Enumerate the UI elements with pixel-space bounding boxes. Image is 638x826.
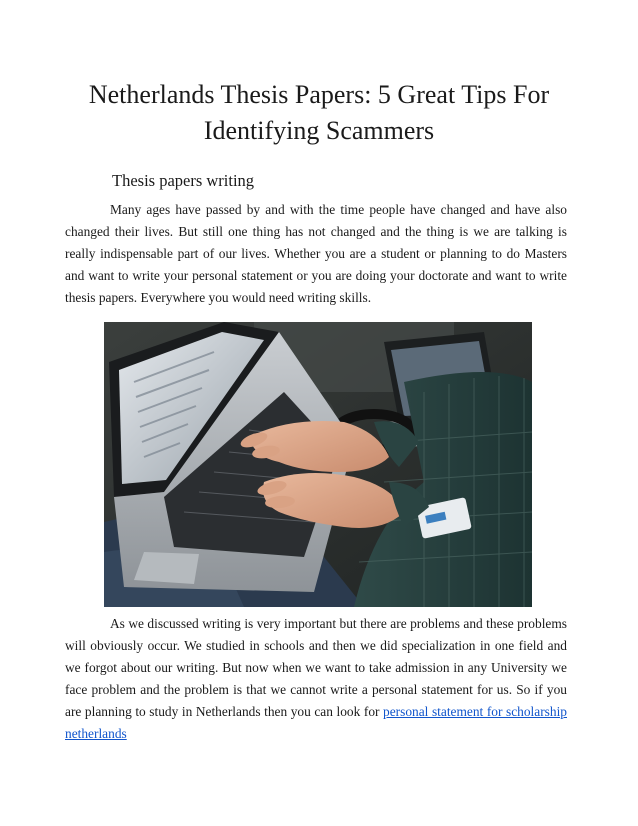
body-paragraph-1: Many ages have passed by and with the time people have changed and have also changed their lives. But still one thing has not changed and the thing is we are talking is really indispensable part of our lives. Whether you are a student or planning to do Masters and want to write your personal statement or you are doing your doctorate and want to write thesis papers. Everywhere you would need writing skills. — [65, 202, 567, 305]
laptop-typing-photo — [104, 322, 532, 607]
photo-illustration — [104, 322, 532, 607]
page-title: Netherlands Thesis Papers: 5 Great Tips For Identifying Scammers — [88, 80, 550, 145]
section-subtitle: Thesis papers writing — [112, 171, 255, 190]
body-paragraph-2-text: As we discussed writing is very important but there are problems and these problems will obviously occur. We studied in schools and then we did specialization in one field and we forgot about our writing. But now when we want to take admission in any University we face problem and the problem is that we cannot write a personal statement for us. So if you are planning to study in Netherlands then you can look for — [65, 616, 567, 719]
body-paragraph-2 — [65, 613, 567, 745]
scholarship-statement-link[interactable]: personal statement for scholarship netherlands — [65, 704, 567, 741]
